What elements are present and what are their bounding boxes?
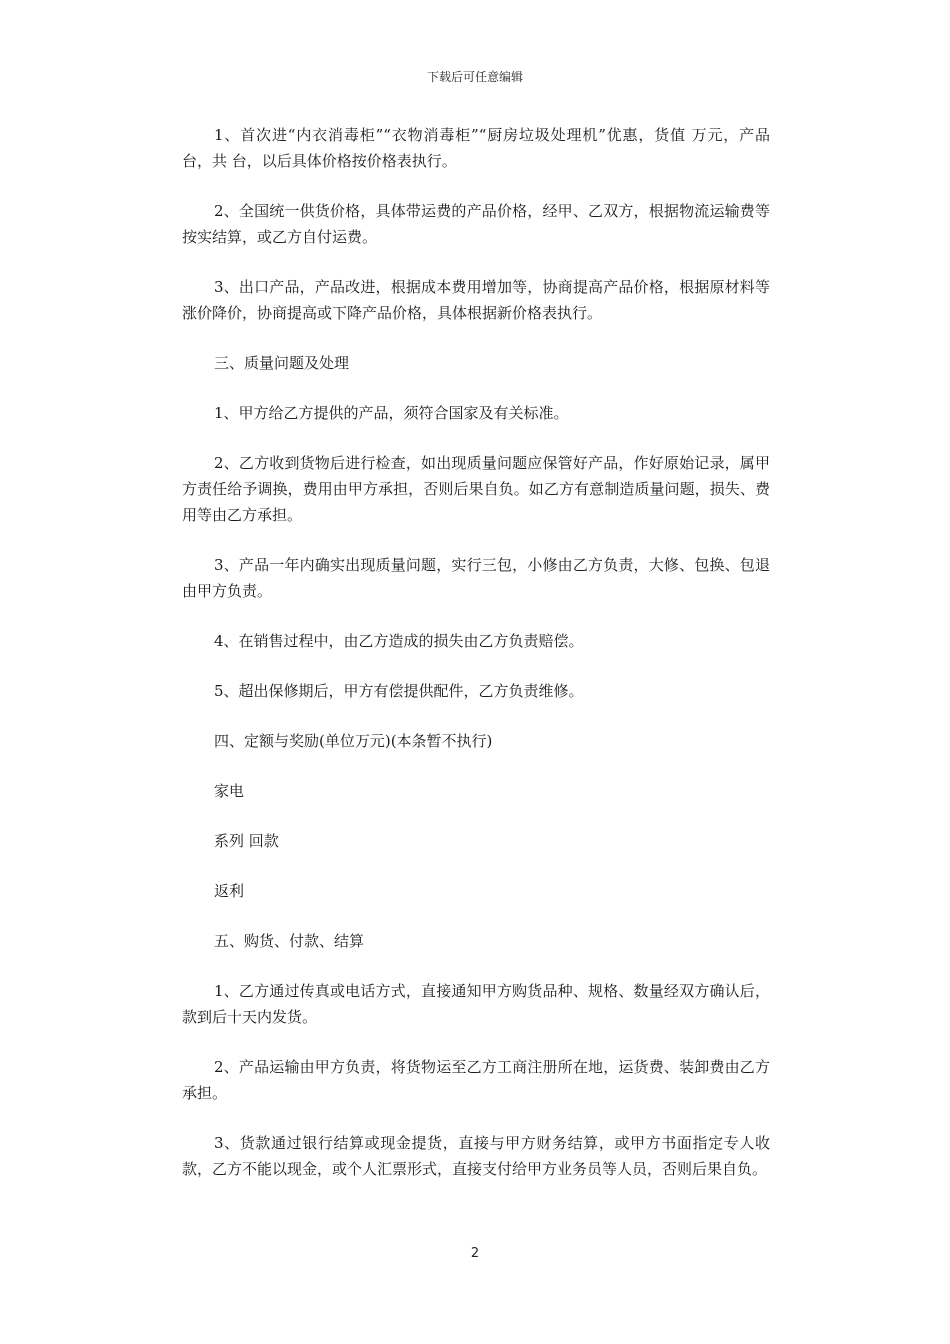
paragraph-price-item-1: 1、首次进“内衣消毒柜”“衣物消毒柜”“厨房垃圾处理机”优惠，货值 万元，产品 台，共 台，以后具体价格按价格表执行。 [182,126,770,170]
paragraph-quality-item-1: 1、甲方给乙方提供的产品，须符合国家及有关标准。 [214,404,569,422]
paragraph-quality-item-5: 5、超出保修期后，甲方有偿提供配件，乙方负责维修。 [214,682,584,700]
document-body [182,122,770,1206]
section-heading-purchase: 五、购货、付款、结算 [214,932,365,950]
quota-label-rebate: 返利 [214,882,245,900]
paragraph-price-item-2: 2、全国统一供货价格，具体带运费的产品价格，经甲、乙双方，根据物流运输费等按实结算，或乙方自付运费。 [182,202,770,246]
paragraph-purchase-item-3: 3、货款通过银行结算或现金提货，直接与甲方财务结算，或甲方书面指定专人收款，乙方不能以现金，或个人汇票形式，直接支付给甲方业务员等人员，否则后果自负。 [182,1134,770,1178]
quota-label-series: 系列 回款 [214,832,279,850]
section-heading-quality: 三、质量问题及处理 [214,354,350,372]
paragraph-quality-item-2: 2、乙方收到货物后进行检查，如出现质量问题应保管好产品，作好原始记录，属甲方责任给予调换，费用由甲方承担，否则后果自负。如乙方有意制造质量问题，损失、费用等由乙方承担。 [182,454,770,524]
paragraph-purchase-item-1: 1、乙方通过传真或电话方式，直接通知甲方购货品种、规格、数量经双方确认后，款到后十天内发货。 [182,982,770,1026]
page-header: 下载后可任意编辑 [426,70,523,84]
page-number: 2 [470,1246,480,1261]
section-heading-quota: 四、定额与奖励(单位万元)(本条暂不执行) [214,732,493,750]
paragraph-quality-item-3: 3、产品一年内确实出现质量问题，实行三包，小修由乙方负责，大修、包换、包退由甲方负责。 [182,556,770,600]
paragraph-price-item-3: 3、出口产品，产品改进，根据成本费用增加等，协商提高产品价格，根据原材料等涨价降价，协商提高或下降产品价格，具体根据新价格表执行。 [182,278,770,322]
paragraph-purchase-item-2: 2、产品运输由甲方负责，将货物运至乙方工商注册所在地，运货费、装卸费由乙方承担。 [182,1058,770,1102]
paragraph-quality-item-4: 4、在销售过程中，由乙方造成的损失由乙方负责赔偿。 [214,632,584,650]
quota-label-appliance: 家电 [214,782,245,800]
